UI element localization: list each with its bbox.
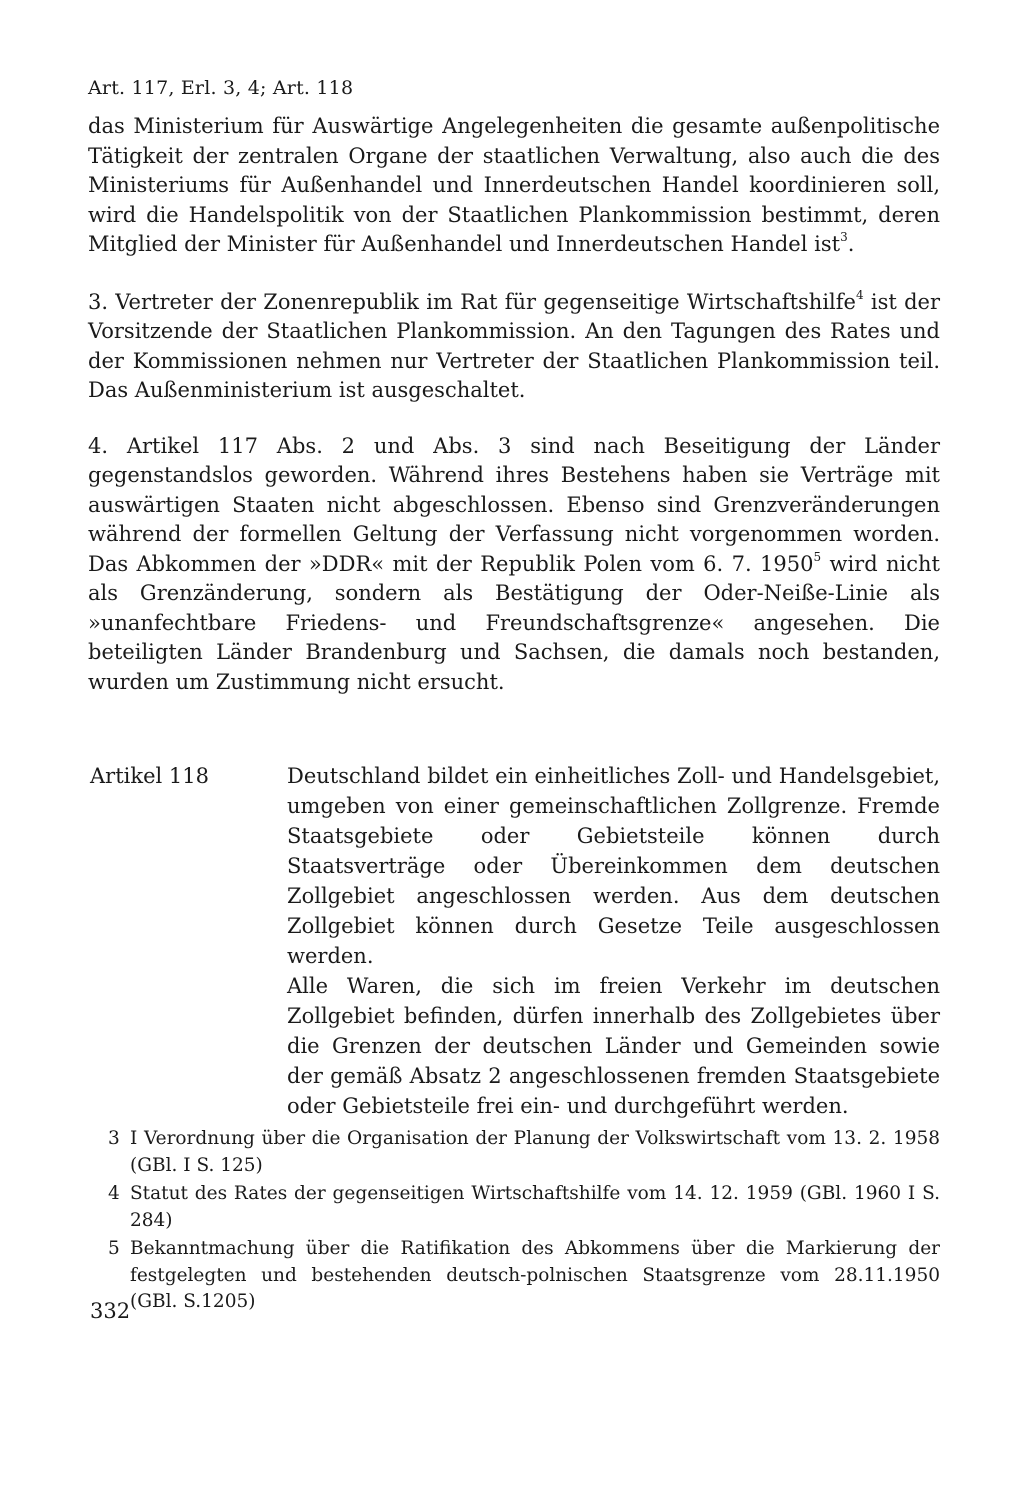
footnote-4 xyxy=(88,1181,940,1234)
paragraph-continuation xyxy=(88,112,940,260)
document-page xyxy=(88,74,940,1323)
footnote-number: 4 xyxy=(108,1183,120,1204)
footnotes xyxy=(88,1126,940,1316)
footnote-text: Bekanntmachung über die Ratifikation des Abkommens über die Markierung der festgelegten und bestehenden deutsch-polnischen Staatsgrenze vom 28.11.1950 (GBl. S.1205) xyxy=(130,1238,940,1312)
article-body xyxy=(287,761,940,1121)
paragraph-text: 4. Artikel 117 Abs. 2 und Abs. 3 sind nach Beseitigung der Länder gegenstandslos geworden. Während ihres Bestehens haben sie Verträge mit auswärtigen Staaten nicht abgeschlossen. Ebenso sind Grenzveränderungen während der formellen Geltung der Verfassung nicht vorgenommen worden. Das Abkommen der »DDR« mit der Republik Polen vom 6. 7. 1950 xyxy=(88,433,940,576)
footnote-ref-4: 4 xyxy=(855,287,864,302)
footnote-ref-5: 5 xyxy=(813,549,822,564)
footnote-5 xyxy=(88,1236,940,1316)
paragraph-erl-4 xyxy=(88,432,940,698)
footnote-number: 5 xyxy=(108,1238,120,1259)
footnote-text: Statut des Rates der gegenseitigen Wirtschaftshilfe vom 14. 12. 1959 (GBl. 1960 I S. 284) xyxy=(130,1183,940,1231)
footnote-3 xyxy=(88,1126,940,1179)
article-label: Artikel 118 xyxy=(90,764,209,788)
paragraph-text: das Ministerium für Auswärtige Angelegenheiten die gesamte außenpolitische Tätigkeit der zentralen Organe der staatlichen Verwaltung, also auch die des Ministeriums für Außenhandel und Innerdeutschen Handel koordinieren soll, wird die Handelspolitik von der Staatlichen Plankommission bestimmt, deren Mitglied der Minister für Außenhandel und Innerdeutschen Handel ist xyxy=(88,114,940,256)
article-118 xyxy=(88,761,940,1121)
article-paragraph-1: Deutschland bildet ein einheitliches Zoll- und Handelsgebiet, umgeben von einer gemeinschaftlichen Zollgrenze. Fremde Staatsgebiete oder Gebietsteile können durch Staatsverträge oder Übereinkommen dem deutschen Zollgebiet angeschlossen werden. Aus dem deutschen Zollgebiet können durch Gesetze Teile ausgeschlossen werden. xyxy=(287,764,940,968)
paragraph-text: wird nicht als Grenzänderung, sondern als Bestätigung der Oder-Neiße-Linie als »unanfechtbare Friedens- und Freundschaftsgrenze« angesehen. Die beteiligten Länder Brandenburg und Sachsen, die damals noch bestanden, wurden um Zustimmung nicht ersucht. xyxy=(88,551,940,694)
paragraph-tail: . xyxy=(847,232,855,256)
paragraph-text: ist der Vorsitzende der Staatlichen Plankommission. An den Tagungen des Rates und der Kommissionen nehmen nur Vertreter der Staatlichen Plankommission teil. Das Außenministerium ist ausgeschaltet. xyxy=(88,289,940,402)
paragraph-text: 3. Vertreter der Zonenrepublik im Rat für gegenseitige Wirtschaftshilfe xyxy=(88,289,856,314)
footnote-number: 3 xyxy=(108,1128,120,1149)
footnote-ref-3: 3 xyxy=(840,230,848,244)
paragraph-erl-3 xyxy=(88,288,940,406)
article-paragraph-2: Alle Waren, die sich im freien Verkehr im deutschen Zollgebiet befinden, dürfen innerhalb des Zollgebietes über die Grenzen der deutschen Länder und Gemeinden sowie der gemäß Absatz 2 angeschlossenen fremden Staatsgebiete oder Gebietsteile frei ein- und durchgeführt werden. xyxy=(287,974,940,1118)
running-head: Art. 117, Erl. 3, 4; Art. 118 xyxy=(88,77,354,99)
page-number: 332 xyxy=(90,1299,131,1323)
footnote-text: I Verordnung über die Organisation der Planung der Volkswirtschaft vom 13. 2. 1958 (GBl. I S. 125) xyxy=(130,1128,940,1176)
